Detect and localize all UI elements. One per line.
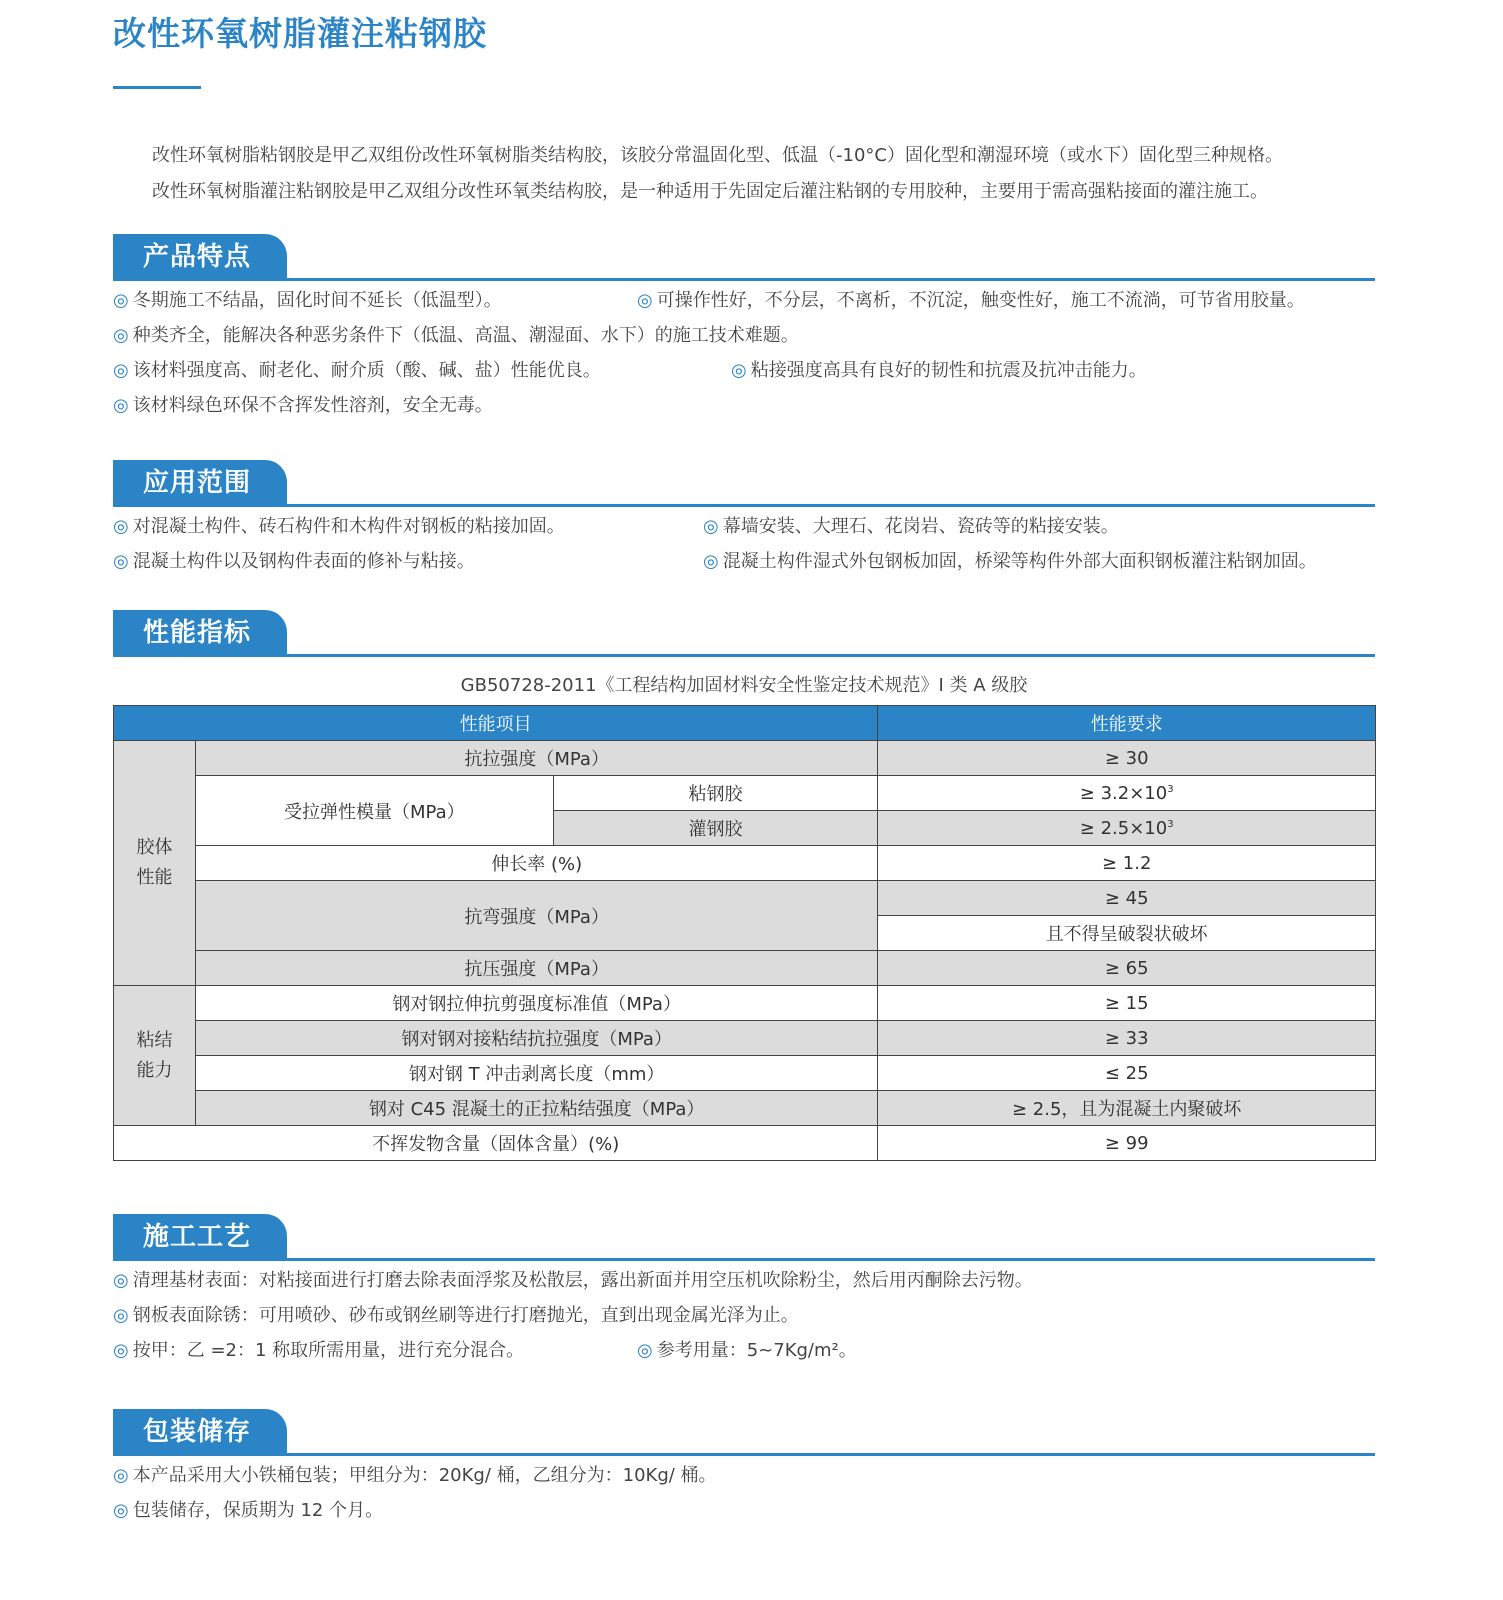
list-row [113, 318, 1375, 353]
section-title: 包装储存 [113, 1409, 287, 1453]
cell: 灌钢胶 [553, 811, 878, 846]
bullet-icon: ◎ [113, 1500, 129, 1521]
bullet-icon: ◎ [637, 290, 653, 311]
list-item: ◎ 参考用量：5~7Kg/m²。 [637, 1340, 857, 1361]
section-header [113, 458, 1375, 507]
bullet-icon: ◎ [113, 395, 129, 416]
cell: ≥ $3.2\times 10^3$ [878, 776, 1376, 811]
bullet-icon: ◎ [703, 551, 719, 572]
section-header [113, 608, 1375, 657]
cell: 钢对钢拉伸抗剪强度标准值（MPa） [195, 986, 877, 1021]
standard-caption: GB50728-2011《工程结构加固材料安全性鉴定技术规范》I 类 A 级胶 [460, 675, 1028, 696]
list-row [113, 1493, 1375, 1528]
cell: ≤ 25 [878, 1056, 1376, 1091]
list-item: ◎ 混凝土构件以及钢构件表面的修补与粘接。 [113, 551, 475, 572]
cell: 伸长率 (%) [195, 846, 877, 881]
cell: 受拉弹性模量（MPa） [195, 776, 553, 846]
list-item: ◎ 可操作性好，不分层，不离析，不沉淀，触变性好，施工不流淌，可节省用胶量。 [637, 290, 1305, 311]
bullet-icon: ◎ [113, 516, 129, 537]
cell: ≥ 30 [878, 741, 1376, 776]
performance-table [113, 705, 1376, 1161]
section-header [113, 232, 1375, 281]
list-item: ◎ 混凝土构件湿式外包钢板加固，桥梁等构件外部大面积钢板灌注粘钢加固。 [703, 551, 1317, 572]
list-row [113, 353, 1375, 388]
cell: ≥ 45 [878, 881, 1376, 916]
list-item: ◎ 幕墙安装、大理石、花岗岩、瓷砖等的粘接安装。 [703, 516, 1119, 537]
bullet-icon: ◎ [703, 516, 719, 537]
list-item: ◎ 该材料绿色环保不含挥发性溶剂，安全无毒。 [113, 395, 493, 416]
section-title: 应用范围 [113, 460, 287, 504]
bullet-icon: ◎ [113, 551, 129, 572]
bullet-icon: ◎ [113, 1305, 129, 1326]
bullet-list [113, 283, 1375, 423]
intro-line: 改性环氧树脂粘钢胶是甲乙双组份改性环氧树脂类结构胶，该胶分常温固化型、低温（-10°C）固化型和潮湿环境（或水下）固化型三种规格。 [152, 145, 1283, 166]
cell: 且不得呈破裂状破坏 [878, 916, 1376, 951]
list-row [113, 544, 1375, 579]
bullet-icon: ◎ [113, 360, 129, 381]
list-item: ◎ 包装储存，保质期为 12 个月。 [113, 1500, 384, 1521]
bullet-icon: ◎ [113, 1270, 129, 1291]
cell: ≥ 15 [878, 986, 1376, 1021]
list-item: ◎ 粘接强度高具有良好的韧性和抗震及抗冲击能力。 [731, 360, 1147, 381]
list-row [113, 388, 1375, 423]
section-applications [113, 458, 1375, 579]
cell: ≥ 1.2 [878, 846, 1376, 881]
page-title: 改性环氧树脂灌注粘钢胶 [113, 14, 487, 53]
section-title: 产品特点 [113, 234, 287, 278]
list-row [113, 509, 1375, 544]
list-item: ◎ 钢板表面除锈：可用喷砂、砂布或钢丝刷等进行打磨抛光，直到出现金属光泽为止。 [113, 1305, 799, 1326]
list-item: ◎ 本产品采用大小铁桶包装；甲组分为：20Kg/ 桶，乙组分为：10Kg/ 桶。 [113, 1465, 717, 1486]
list-item: ◎ 按甲：乙 =2：1 称取所需用量，进行充分混合。 [113, 1340, 525, 1361]
section-title: 性能指标 [113, 610, 287, 654]
section-header [113, 1407, 1375, 1456]
list-row [113, 1333, 1375, 1368]
list-item: ◎ 清理基材表面：对粘接面进行打磨去除表面浮浆及松散层，露出新面并用空压机吹除粉尘，然后用丙酮除去污物。 [113, 1270, 1033, 1291]
section-header [113, 1212, 1375, 1261]
col-item: 性能项目 [114, 706, 878, 741]
bullet-list [113, 509, 1375, 579]
list-item: ◎ 种类齐全，能解决各种恶劣条件下（低温、高温、潮湿面、水下）的施工技术难题。 [113, 325, 799, 346]
bullet-icon: ◎ [113, 1340, 129, 1361]
cell: 抗弯强度（MPa） [195, 881, 877, 951]
bullet-icon: ◎ [637, 1340, 653, 1361]
cell: 抗拉强度（MPa） [195, 741, 877, 776]
list-item: ◎ 冬期施工不结晶，固化时间不延长（低温型）。 [113, 290, 502, 311]
section-packaging [113, 1407, 1375, 1528]
cell: 不挥发物含量（固体含量）(%) [114, 1126, 878, 1161]
bullet-icon: ◎ [113, 1465, 129, 1486]
group-cell: 粘结能力 [114, 986, 196, 1126]
list-row [113, 1458, 1375, 1493]
bullet-list [113, 1458, 1375, 1528]
cell: ≥ 65 [878, 951, 1376, 986]
bullet-icon: ◎ [113, 290, 129, 311]
list-row [113, 283, 1375, 318]
list-row [113, 1263, 1375, 1298]
list-item: ◎ 该材料强度高、耐老化、耐介质（酸、碱、盐）性能优良。 [113, 360, 601, 381]
intro [152, 138, 1283, 210]
cell: ≥ 99 [878, 1126, 1376, 1161]
list-item: ◎ 对混凝土构件、砖石构件和木构件对钢板的粘接加固。 [113, 516, 565, 537]
intro-line: 改性环氧树脂灌注粘钢胶是甲乙双组分改性环氧类结构胶，是一种适用于先固定后灌注粘钢的专用胶种，主要用于需高强粘接面的灌注施工。 [152, 181, 1268, 202]
cell: 钢对钢对接粘结抗拉强度（MPa） [195, 1021, 877, 1056]
table-header [114, 706, 1376, 741]
cell: ≥ $2.5\times 10^3$ [878, 811, 1376, 846]
cell: ≥ 33 [878, 1021, 1376, 1056]
cell: 钢对钢 T 冲击剥离长度（mm） [195, 1056, 877, 1091]
section-process [113, 1212, 1375, 1368]
section-features [113, 232, 1375, 423]
cell: 钢对 C45 混凝土的正拉粘结强度（MPa） [195, 1091, 877, 1126]
cell: 粘钢胶 [553, 776, 878, 811]
section-title: 施工工艺 [113, 1214, 287, 1258]
cell: 抗压强度（MPa） [195, 951, 877, 986]
title-underline [113, 86, 201, 89]
group-cell: 胶体性能 [114, 741, 196, 986]
cell: ≥ 2.5，且为混凝土内聚破坏 [878, 1091, 1376, 1126]
bullet-icon: ◎ [731, 360, 747, 381]
list-row [113, 1298, 1375, 1333]
bullet-icon: ◎ [113, 325, 129, 346]
bullet-list [113, 1263, 1375, 1368]
col-req: 性能要求 [878, 706, 1376, 741]
section-performance [113, 608, 1375, 1161]
